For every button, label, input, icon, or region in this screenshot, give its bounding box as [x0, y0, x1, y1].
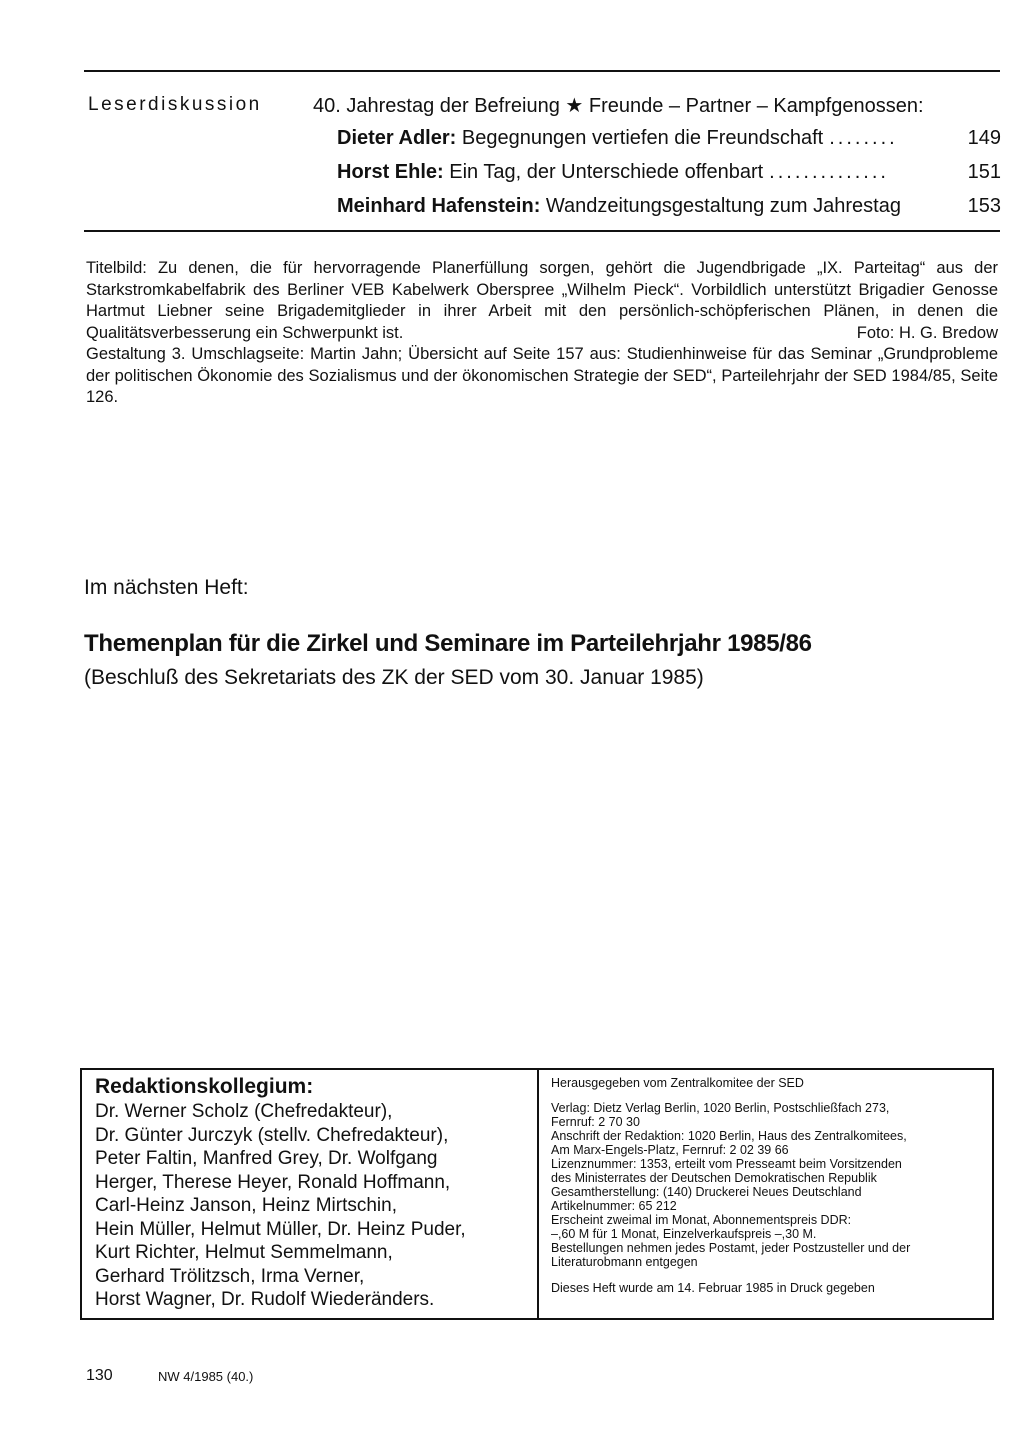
toc-entry-page: 153: [967, 195, 1001, 217]
top-rule: [84, 70, 1000, 72]
board-member-line: Kurt Richter, Helmut Semmelmann,: [95, 1242, 393, 1263]
board-member-line: Dr. Werner Scholz (Chefredakteur),: [95, 1101, 393, 1122]
toc-entry: [337, 195, 1001, 221]
toc-entry: [337, 161, 1001, 187]
toc-entry-author: Dieter Adler:: [337, 127, 457, 149]
section-rule: [84, 230, 1000, 232]
next-issue-label: Im nächsten Heft:: [84, 576, 249, 599]
toc-heading: 40. Jahrestag der Befreiung ★ Freunde – Partner – Kampfgenossen:: [313, 95, 924, 117]
publisher-info-line: Fernruf: 2 70 30: [551, 1115, 640, 1129]
next-issue-title: Themenplan für die Zirkel und Seminare im Parteilehrjahr 1985/86: [84, 630, 812, 657]
section-label: Leserdiskussion: [88, 94, 262, 115]
publisher-info-line: Lizenznummer: 1353, erteilt vom Presseamt beim Vorsitzenden: [551, 1157, 902, 1171]
board-member-line: Herger, Therese Heyer, Ronald Hoffmann,: [95, 1171, 451, 1193]
publisher-info-line: Artikelnummer: 65 212: [551, 1199, 677, 1213]
publisher-info-line: Erscheint zweimal im Monat, Abonnementspreis DDR:: [551, 1213, 852, 1227]
publisher-info-line: Verlag: Dietz Verlag Berlin, 1020 Berlin, Postschließfach 273,: [551, 1101, 890, 1115]
design-credit: Gestaltung 3. Umschlagseite: Martin Jahn; Übersicht auf Seite 157 aus: Studienhinweise für das Seminar „Grundprobleme der politischen Ökonomie des Sozialismus und der ökonomischen Strategie der SED“, Parteilehrjahr der SED 1984/85, Seite 126.: [86, 345, 998, 406]
board-member-line: Carl-Heinz Janson, Heinz Mirtschin,: [95, 1195, 397, 1216]
toc-entry-page: 151: [967, 161, 1001, 183]
publisher-info-line: –,60 M für 1 Monat, Einzelverkaufspreis –,30 M.: [551, 1227, 817, 1241]
board-member-line: Dr. Günter Jurczyk (stellv. Chefredakteur),: [95, 1124, 449, 1146]
toc-entry-title: Wandzeitungsgestaltung zum Jahrestag: [545, 195, 901, 217]
caption-text: Titelbild: Zu denen, die für hervorragende Planerfüllung sorgen, gehört die Jugendbrigade „IX. Parteitag“ aus der Starkstromkabelfabrik des Berliner VEB Kabelwerk Oberspree „Wilhelm Pieck“. Vorbildlich unterstützt Brigadier Genosse Hartmut Liebner seine Brigademitglieder in ihrer Arbeit mit den persönlich-schöpferischen Plänen, in denen die Qualitätsverbesserung ein Schwerpunkt ist.: [86, 259, 998, 342]
toc-entry-page: 149: [967, 127, 1001, 149]
toc-entry-title: Ein Tag, der Unterschiede offenbart: [449, 161, 764, 183]
publisher-info-line: Am Marx-Engels-Platz, Fernruf: 2 02 39 66: [551, 1143, 789, 1157]
publisher-info: [539, 1070, 992, 1318]
toc-entry: [337, 127, 1001, 153]
publisher-line: Herausgegeben vom Zentralkomitee der SED: [551, 1076, 804, 1090]
publisher-info-line: Literaturobmann entgegen: [551, 1255, 698, 1269]
editorial-board: [82, 1070, 539, 1318]
toc-entry-leader: ........: [829, 127, 898, 149]
toc-entry-author: Horst Ehle:: [337, 161, 444, 183]
photo-credit: Foto: H. G. Bredow: [856, 323, 998, 342]
cover-caption: [86, 258, 998, 409]
publisher-info-line: des Ministerrates der Deutschen Demokratischen Republik: [551, 1171, 877, 1185]
board-member-line: Gerhard Trölitzsch, Irma Verner,: [95, 1265, 365, 1287]
board-member-line: Horst Wagner, Dr. Rudolf Wiederänders.: [95, 1289, 435, 1310]
toc-entry-author: Meinhard Hafenstein:: [337, 195, 541, 217]
page-number: 130: [86, 1367, 113, 1384]
toc-entry-leader: ..............: [769, 161, 889, 183]
next-issue-subtitle: (Beschluß des Sekretariats des ZK der SED vom 30. Januar 1985): [84, 666, 704, 689]
print-date: Dieses Heft wurde am 14. Februar 1985 in Druck gegeben: [551, 1281, 875, 1295]
publisher-info-line: Gesamtherstellung: (140) Druckerei Neues Deutschland: [551, 1185, 862, 1199]
board-member-line: Hein Müller, Helmut Müller, Dr. Heinz Puder,: [95, 1218, 466, 1240]
board-member-line: Peter Faltin, Manfred Grey, Dr. Wolfgang: [95, 1148, 438, 1169]
editorial-board-title: Redaktionskollegium:: [95, 1075, 314, 1098]
publisher-info-line: Anschrift der Redaktion: 1020 Berlin, Haus des Zentralkomitees,: [551, 1129, 907, 1143]
imprint-box: [80, 1068, 994, 1320]
toc-entry-title: Begegnungen vertiefen die Freundschaft: [461, 127, 824, 149]
issue-reference: NW 4/1985 (40.): [158, 1369, 254, 1384]
publisher-info-line: Bestellungen nehmen jedes Postamt, jeder Postzusteller und der: [551, 1241, 911, 1255]
